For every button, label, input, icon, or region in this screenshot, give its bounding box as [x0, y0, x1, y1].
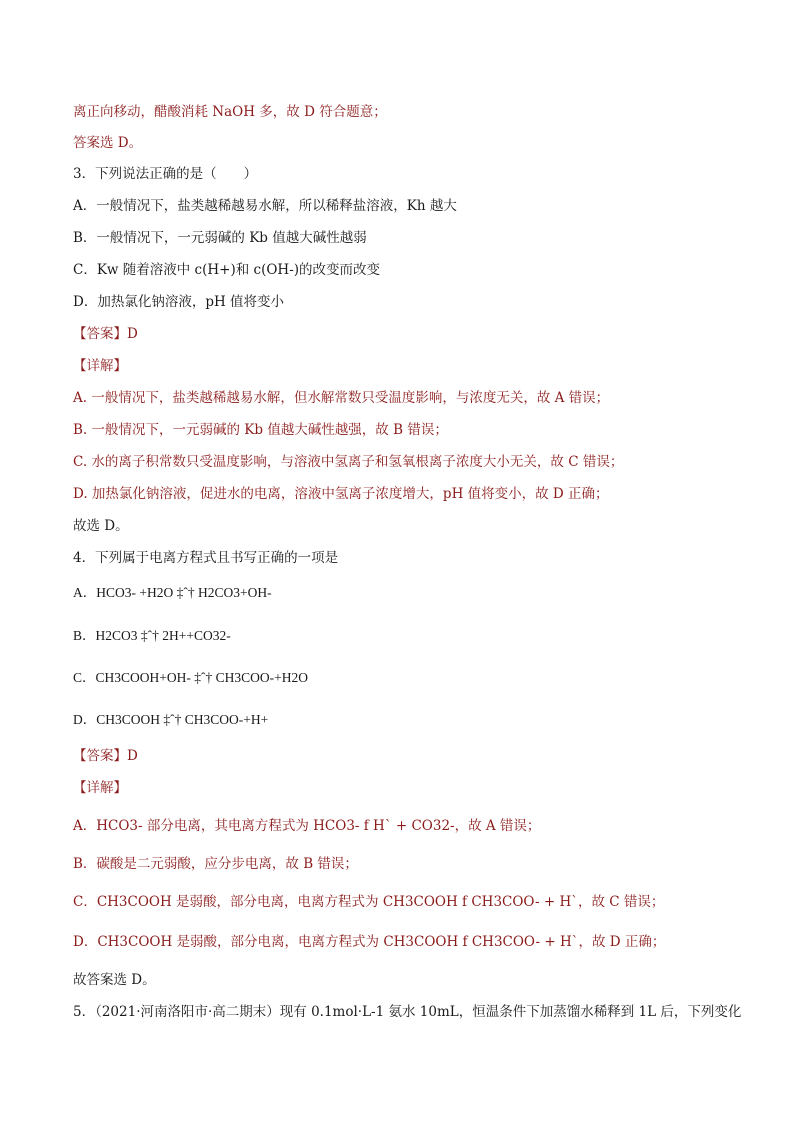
question-3-explanation-b: B. 一般情况下，一元弱碱的 Kb 值越大碱性越强，故 B 错误； [73, 422, 448, 438]
question-4-option-a: A．HCO3- +H2O ‡ˆ† H2CO3+OH- [73, 585, 272, 600]
question-4-explanation-c: C．CH3COOH 是弱酸，部分电离，电离方程式为 CH3COOH f CH3COO- + H`，故 C 错误； [73, 894, 665, 910]
question-3-option-c: C．Kw 随着溶液中 c(H+)和 c(OH-)的改变而改变 [73, 262, 381, 278]
question-3-explanation-c: C. 水的离子积常数只受温度影响，与溶液中氢离子和氢氧根离子浓度大小无关，故 C 错误； [73, 454, 624, 470]
question-4-answer: 【答案】D [73, 748, 138, 764]
question-3-answer: 【答案】D [73, 326, 138, 342]
question-4-option-b: B．H2CO3 ‡ˆ† 2H++CO32- [73, 628, 231, 643]
text-line: 答案选 D。 [73, 135, 143, 151]
question-4-stem: 4．下列属于电离方程式且书写正确的一项是 [73, 550, 339, 566]
text-line: 离正向移动，醋酸消耗 NaOH 多，故 D 符合题意； [73, 104, 387, 120]
question-4-explanation-a: A．HCO3- 部分电离，其电离方程式为 HCO3- f H` + CO32-，故 A 错误； [73, 818, 541, 834]
question-4-detail-heading: 【详解】 [73, 780, 127, 796]
question-3-explanation-d: D. 加热氯化钠溶液，促进水的电离，溶液中氢离子浓度增大，pH 值将变小，故 D 正确； [73, 486, 609, 502]
question-3-option-b: B．一般情况下，一元弱碱的 Kb 值越大碱性越弱 [73, 230, 367, 246]
question-3-detail-heading: 【详解】 [73, 358, 127, 374]
question-4-option-c: C．CH3COOH+OH- ‡ˆ† CH3COO-+H2O [73, 670, 308, 685]
question-4-conclusion: 故答案选 D。 [73, 972, 156, 988]
question-4-explanation-d: D．CH3COOH 是弱酸，部分电离，电离方程式为 CH3COOH f CH3COO- + H`，故 D 正确； [73, 934, 666, 950]
question-3-option-a: A．一般情况下，盐类越稀越易水解，所以稀释盐溶液，Kh 越大 [73, 198, 457, 214]
question-3-stem: 3．下列说法正确的是（ ） [73, 166, 258, 182]
question-4-explanation-b: B．碳酸是二元弱酸，应分步电离，故 B 错误； [73, 856, 358, 872]
question-3-explanation-a: A. 一般情况下，盐类越稀越易水解，但水解常数只受温度影响，与浓度无关，故 A 错误； [73, 390, 610, 406]
question-4-option-d: D．CH3COOH ‡ˆ† CH3COO-+H+ [73, 712, 269, 727]
question-3-option-d: D．加热氯化钠溶液，pH 值将变小 [73, 294, 285, 310]
question-5-stem: 5．（2021·河南洛阳市·高二期末）现有 0.1mol·L-1 氨水 10mL，恒温条件下加蒸馏水稀释到 1L 后，下列变化 [73, 1004, 742, 1020]
question-3-conclusion: 故选 D。 [73, 518, 129, 534]
